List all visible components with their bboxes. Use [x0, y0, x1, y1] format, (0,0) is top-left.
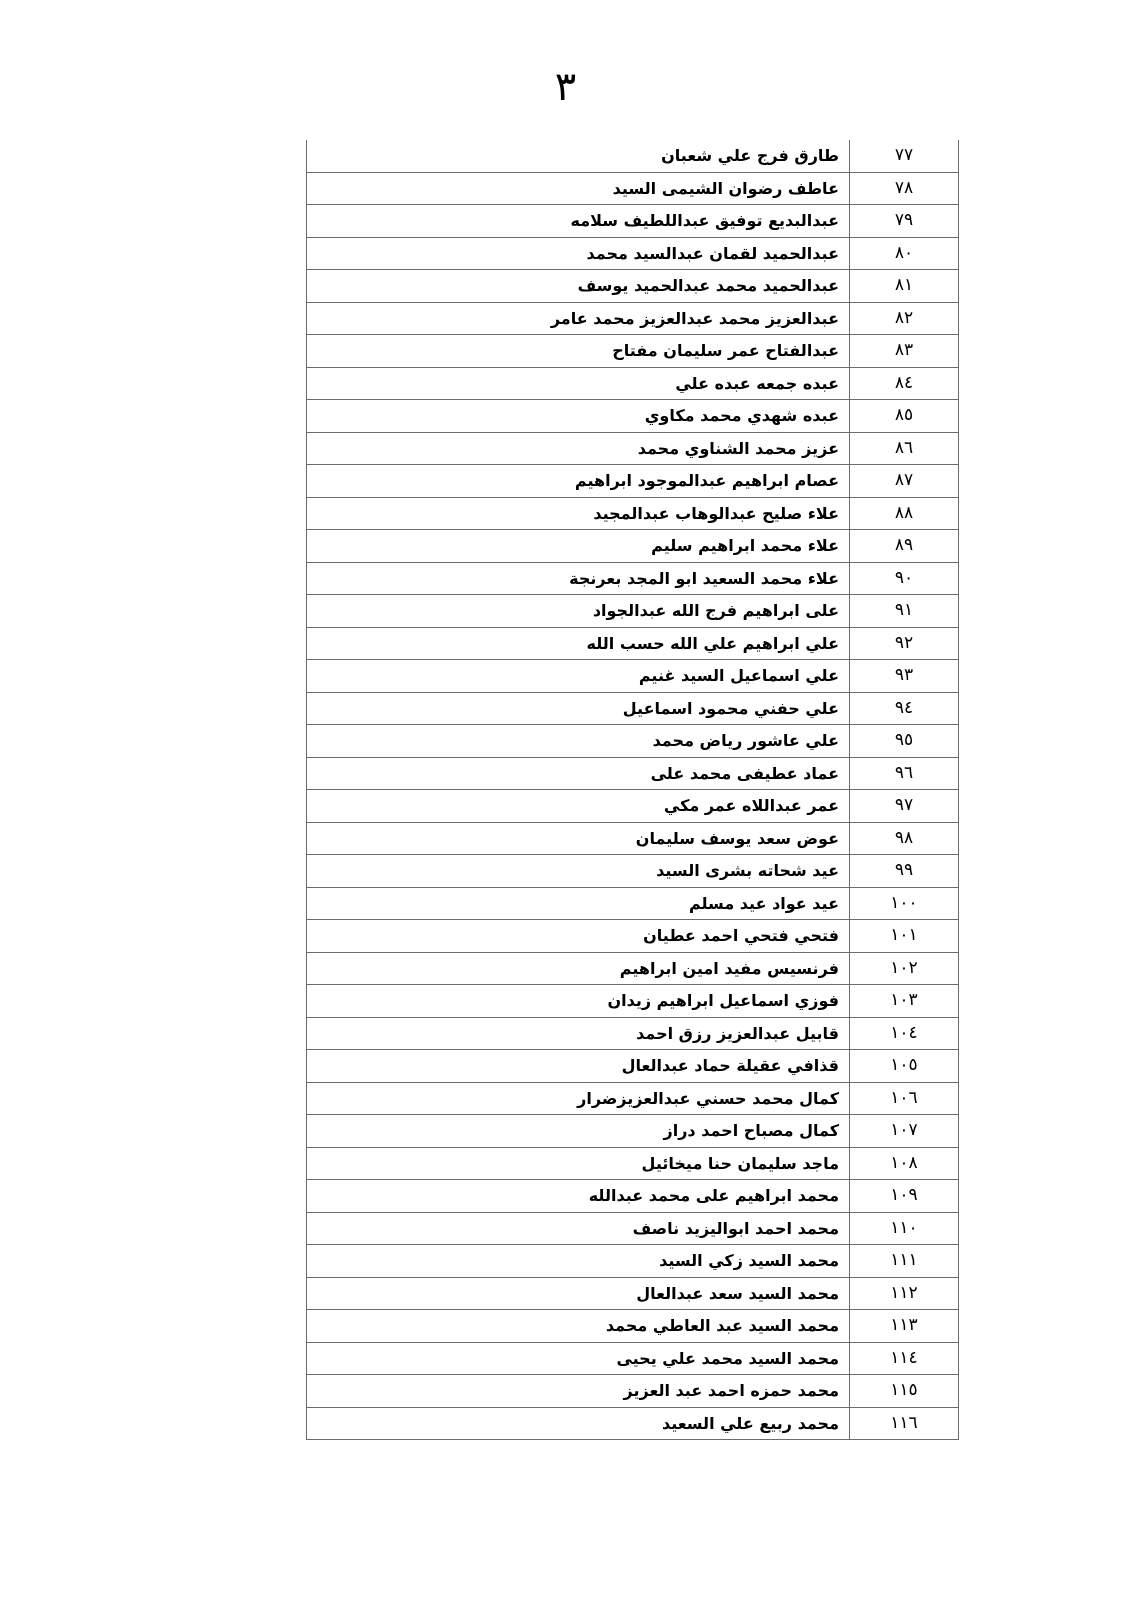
table-row	[307, 237, 959, 270]
table-row	[307, 627, 959, 660]
row-name: عبده جمعه عبده علي	[307, 367, 850, 400]
table-row	[307, 1375, 959, 1408]
page-number: ٣	[554, 64, 577, 110]
row-name: عبدالبديع توفيق عبداللطيف سلامه	[307, 205, 850, 238]
table-row	[307, 1212, 959, 1245]
table-row	[307, 270, 959, 303]
row-name: محمد السيد زكي السيد	[307, 1245, 850, 1278]
row-number: ١١٣	[850, 1310, 959, 1343]
row-name: علاء صليح عبدالوهاب عبدالمجيد	[307, 497, 850, 530]
table-row	[307, 1342, 959, 1375]
row-name: فوزي اسماعيل ابراهيم زيدان	[307, 985, 850, 1018]
table-row	[307, 367, 959, 400]
table-row	[307, 1115, 959, 1148]
row-name: عبدالحميد لقمان عبدالسيد محمد	[307, 237, 850, 270]
row-number: ٨٦	[850, 432, 959, 465]
table-row	[307, 887, 959, 920]
row-number: ٩٢	[850, 627, 959, 660]
table-row	[307, 302, 959, 335]
row-name: عيد شحاته بشرى السيد	[307, 855, 850, 888]
table-row	[307, 1082, 959, 1115]
row-number: ١٠٤	[850, 1017, 959, 1050]
table-row	[307, 1245, 959, 1278]
row-number: ١٠٩	[850, 1180, 959, 1213]
table-row	[307, 497, 959, 530]
table-row	[307, 757, 959, 790]
row-name: عبدالفتاح عمر سليمان مفتاح	[307, 335, 850, 368]
row-number: ١٠٥	[850, 1050, 959, 1083]
row-number: ٨٧	[850, 465, 959, 498]
row-name: قذافي عقيلة حماد عبدالعال	[307, 1050, 850, 1083]
row-number: ٧٧	[850, 140, 959, 172]
row-name: عبدالحميد محمد عبدالحميد يوسف	[307, 270, 850, 303]
row-number: ٩٧	[850, 790, 959, 823]
row-number: ٩٩	[850, 855, 959, 888]
row-name: فتحي فتحي احمد عطيان	[307, 920, 850, 953]
row-number: ١١٤	[850, 1342, 959, 1375]
row-number: ٩٣	[850, 660, 959, 693]
row-name: محمد ابراهيم على محمد عبدالله	[307, 1180, 850, 1213]
row-name: محمد السيد محمد علي يحيى	[307, 1342, 850, 1375]
row-name: طارق فرج علي شعبان	[307, 140, 850, 172]
row-number: ٩٨	[850, 822, 959, 855]
row-name: محمد السيد سعد عبدالعال	[307, 1277, 850, 1310]
table-row	[307, 595, 959, 628]
table-row	[307, 952, 959, 985]
table-row	[307, 1310, 959, 1343]
row-name: عاطف رضوان الشيمى السيد	[307, 172, 850, 205]
names-table	[306, 140, 959, 1440]
table-row	[307, 822, 959, 855]
table-row	[307, 1277, 959, 1310]
table-row	[307, 855, 959, 888]
row-number: ١١٠	[850, 1212, 959, 1245]
table-row	[307, 172, 959, 205]
row-number: ٩٤	[850, 692, 959, 725]
table-row	[307, 465, 959, 498]
table-row	[307, 660, 959, 693]
row-name: قابيل عبدالعزيز رزق احمد	[307, 1017, 850, 1050]
table-row	[307, 725, 959, 758]
table-row	[307, 790, 959, 823]
table-row	[307, 335, 959, 368]
row-name: محمد احمد ابواليزيد ناصف	[307, 1212, 850, 1245]
table-row	[307, 920, 959, 953]
row-name: فرنسيس مفيد امين ابراهيم	[307, 952, 850, 985]
row-number: ١٠٧	[850, 1115, 959, 1148]
row-name: عبدالعزيز محمد عبدالعزيز محمد عامر	[307, 302, 850, 335]
row-number: ٨٥	[850, 400, 959, 433]
row-number: ٨١	[850, 270, 959, 303]
row-number: ١٠٠	[850, 887, 959, 920]
row-name: كمال مصباح احمد دراز	[307, 1115, 850, 1148]
row-number: ١١٢	[850, 1277, 959, 1310]
row-name: على ابراهيم فرج الله عبدالجواد	[307, 595, 850, 628]
row-name: عيد عواد عيد مسلم	[307, 887, 850, 920]
row-name: علي ابراهيم علي الله حسب الله	[307, 627, 850, 660]
table-row	[307, 985, 959, 1018]
row-number: ١١٥	[850, 1375, 959, 1408]
row-name: علي عاشور رياض محمد	[307, 725, 850, 758]
row-number: ٨٩	[850, 530, 959, 563]
table-row	[307, 205, 959, 238]
row-number: ١١٦	[850, 1407, 959, 1440]
table-row	[307, 530, 959, 563]
row-number: ٩٥	[850, 725, 959, 758]
row-name: علي حفني محمود اسماعيل	[307, 692, 850, 725]
row-name: علاء محمد ابراهيم سليم	[307, 530, 850, 563]
row-number: ٨٣	[850, 335, 959, 368]
row-number: ٧٩	[850, 205, 959, 238]
row-number: ٨٢	[850, 302, 959, 335]
row-name: كمال محمد حسني عبدالعزيزضرار	[307, 1082, 850, 1115]
row-name: محمد السيد عبد العاطي محمد	[307, 1310, 850, 1343]
row-number: ١٠٨	[850, 1147, 959, 1180]
row-number: ١٠١	[850, 920, 959, 953]
table-row	[307, 140, 959, 172]
row-name: عزيز محمد الشناوي محمد	[307, 432, 850, 465]
row-name: عبده شهدي محمد مكاوي	[307, 400, 850, 433]
row-number: ٨٠	[850, 237, 959, 270]
table-row	[307, 562, 959, 595]
table-row	[307, 1017, 959, 1050]
row-number: ٩١	[850, 595, 959, 628]
row-name: عصام ابراهيم عبدالموجود ابراهيم	[307, 465, 850, 498]
row-name: عوض سعد يوسف سليمان	[307, 822, 850, 855]
row-number: ١٠٦	[850, 1082, 959, 1115]
table-row	[307, 1407, 959, 1440]
table-row	[307, 692, 959, 725]
row-name: علاء محمد السعيد ابو المجد بعرنجة	[307, 562, 850, 595]
row-number: ٧٨	[850, 172, 959, 205]
row-number: ٩٦	[850, 757, 959, 790]
row-number: ١١١	[850, 1245, 959, 1278]
table-row	[307, 1147, 959, 1180]
table-row	[307, 1180, 959, 1213]
table-row	[307, 1050, 959, 1083]
row-name: عماد عطيفى محمد على	[307, 757, 850, 790]
table-row	[307, 432, 959, 465]
row-name: محمد حمزه احمد عبد العزيز	[307, 1375, 850, 1408]
row-number: ٨٨	[850, 497, 959, 530]
row-name: عمر عبداللاه عمر مكي	[307, 790, 850, 823]
table-row	[307, 400, 959, 433]
row-number: ١٠٣	[850, 985, 959, 1018]
row-number: ٨٤	[850, 367, 959, 400]
row-name: محمد ربيع علي السعيد	[307, 1407, 850, 1440]
row-number: ٩٠	[850, 562, 959, 595]
row-name: ماجد سليمان حنا ميخائيل	[307, 1147, 850, 1180]
row-name: علي اسماعيل السيد غنيم	[307, 660, 850, 693]
row-number: ١٠٢	[850, 952, 959, 985]
names-table-body	[307, 140, 959, 1440]
